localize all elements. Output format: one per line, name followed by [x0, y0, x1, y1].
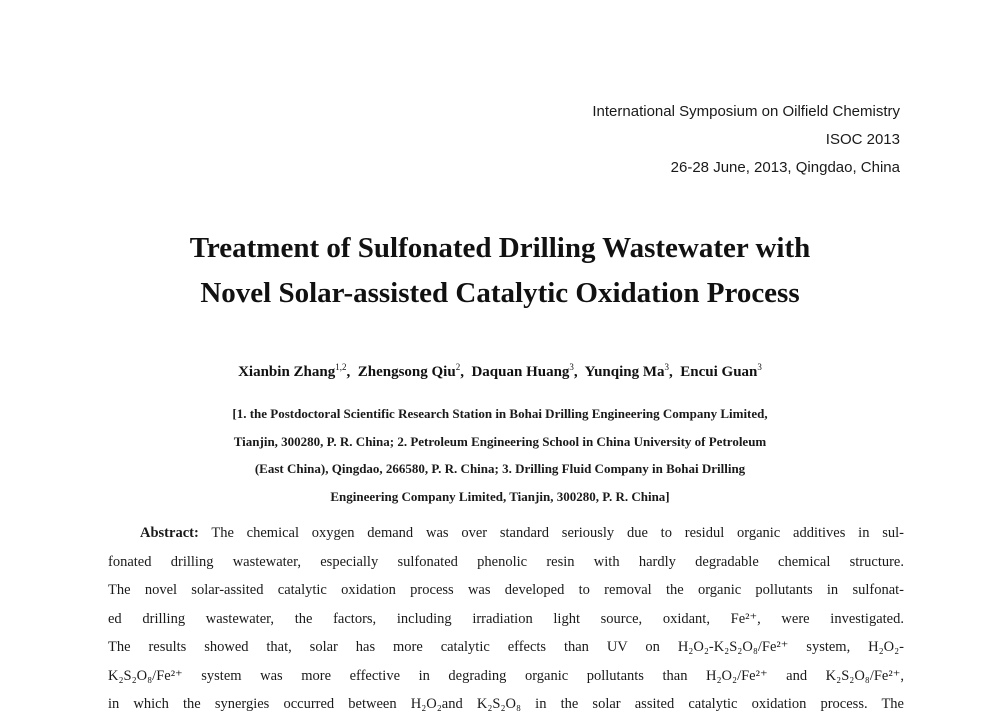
- conference-abbrev: ISOC 2013: [825, 131, 900, 148]
- abstract-label: Abstract:: [140, 525, 199, 541]
- abstract-line: [108, 519, 904, 548]
- abstract-line: The results showed that, solar has more catalytic effects than UV on H₂O₂-K₂S₂O₈/Fe²⁺ system, H₂O₂-: [108, 639, 904, 655]
- paper-title: [0, 226, 1000, 316]
- affiliation-line: (East China), Qingdao, 266580, P. R. China; 3. Drilling Fluid Company in Bohai Drilling: [254, 461, 746, 476]
- author-name: Zhengsong Qiu: [357, 364, 456, 380]
- author-name: Yunqing Ma: [584, 364, 665, 380]
- author-affiliation-mark: 3: [664, 362, 670, 372]
- author-affiliation-mark: 3: [757, 362, 762, 372]
- conference-name: International Symposium on Oilfield Chemistry: [592, 103, 900, 120]
- author-name: Daquan Huang: [471, 364, 570, 380]
- affiliation-line: [1. the Postdoctoral Scientific Research Station in Bohai Drilling Engineering Company Limited,: [232, 406, 768, 421]
- abstract-line: ed drilling wastewater, the factors, including irradiation light source, oxidant, Fe²⁺, were investigated.: [108, 610, 904, 627]
- conference-date-place: 26-28 June, 2013, Qingdao, China: [670, 159, 900, 176]
- affiliation-line: Tianjin, 300280, P. R. China; 2. Petroleum Engineering School in China University of Petroleum: [233, 433, 767, 449]
- author-list: Xianbin Zhang$^{1,2}$, Zhengsong Qiu$^2$, Daquan Huang$^3$, Yunqing Ma$^3$, Encui Guan$^3$: [238, 362, 762, 380]
- abstract-line: The novel solar-assited catalytic oxidation process was developed to removal the organic pollutants in sulfonat-: [108, 582, 904, 598]
- abstract: [108, 519, 904, 719]
- author-affiliation-mark: 3: [569, 362, 574, 372]
- author-name: Xianbin Zhang: [238, 364, 336, 380]
- author-name: Encui Guan: [680, 364, 758, 380]
- abstract-line: K₂S₂O₈/Fe²⁺ system was more effective in degrading organic pollutants than H₂O₂/Fe²⁺ and K₂S₂O₈/Fe²⁺,: [108, 667, 904, 684]
- abstract-line: fonated drilling wastewater, especially sulfonated phenolic resin with hardly degradable chemical structure.: [108, 553, 904, 570]
- author-affiliation-mark: 2: [455, 362, 461, 372]
- affiliation-line: Engineering Company Limited, Tianjin, 300280, P. R. China]: [330, 488, 670, 504]
- title-line-1: Treatment of Sulfonated Drilling Wastewater with: [189, 232, 811, 264]
- title-line-2: Novel Solar-assisted Catalytic Oxidation Process: [200, 277, 800, 309]
- abstract-text: The chemical oxygen demand was over standard seriously due to residul organic additives in sul-: [211, 525, 904, 541]
- affiliations: [0, 400, 1000, 510]
- conference-header: [592, 98, 900, 182]
- abstract-line: in which the synergies occurred between H₂O₂and K₂S₂O₈ in the solar assited catalytic oxidation process. The: [108, 696, 904, 712]
- author-affiliation-mark: 1,2: [335, 362, 347, 372]
